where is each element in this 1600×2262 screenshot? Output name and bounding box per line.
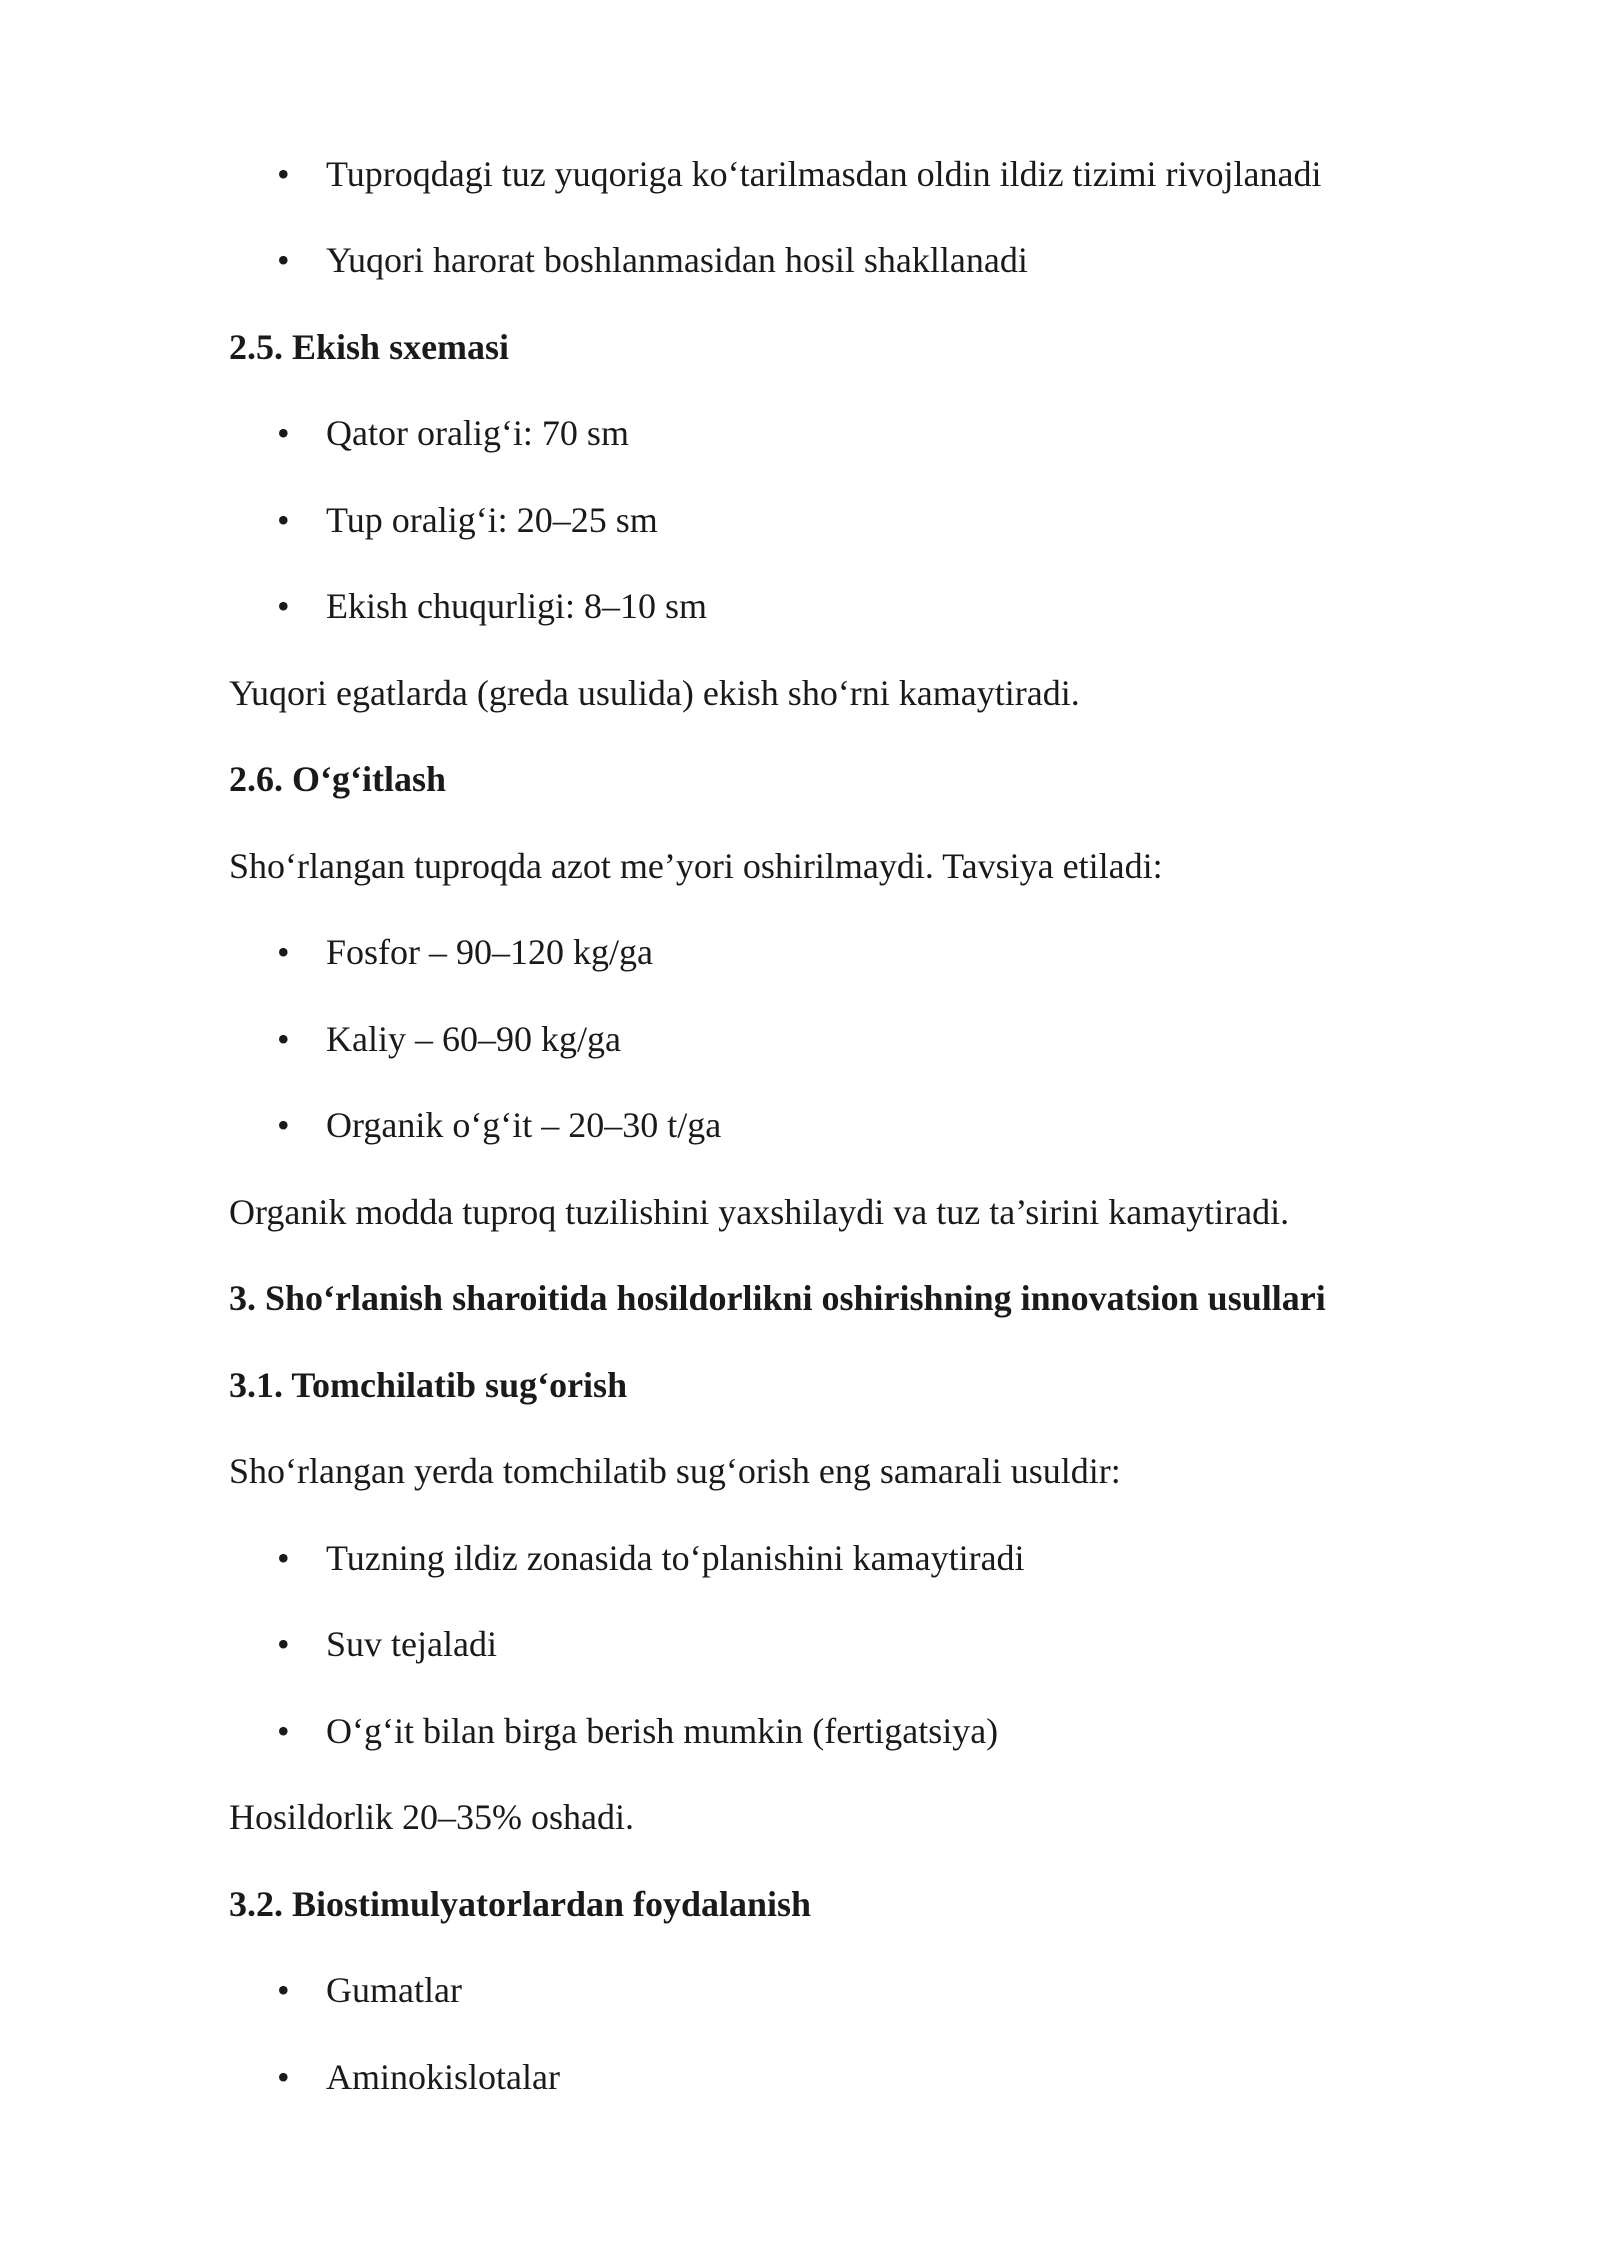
paragraph: Hosildorlik 20–35% oshadi. — [229, 1797, 634, 1837]
chapter-heading: 3. Sho‘rlanish sharoitida hosildorlikni oshirishning innovatsion usullari — [229, 1278, 1326, 1318]
paragraph: Organik modda tuproq tuzilishini yaxshilaydi va tuz ta’sirini kamaytiradi. — [229, 1192, 1290, 1232]
list-item-text: O‘g‘it bilan birga berish mumkin (fertigatsiya) — [326, 1711, 999, 1751]
bullet-icon: • — [277, 1970, 290, 2010]
bullet-icon: • — [277, 2057, 290, 2097]
bullet-icon: • — [277, 240, 290, 280]
paragraph: Sho‘rlangan yerda tomchilatib sug‘orish eng samarali usuldir: — [229, 1451, 1121, 1491]
paragraph: Sho‘rlangan tuproqda azot me’yori oshirilmaydi. Tavsiya etiladi: — [229, 846, 1163, 886]
section-heading: 2.6. O‘g‘itlash — [229, 759, 447, 799]
bullet-icon: • — [277, 413, 290, 453]
paragraph: Yuqori egatlarda (greda usulida) ekish sho‘rni kamaytiradi. — [229, 673, 1080, 713]
bullet-icon: • — [277, 1711, 290, 1751]
list-item-text: Ekish chuqurligi: 8–10 sm — [326, 586, 707, 626]
list-item-text: Aminokislotalar — [326, 2057, 560, 2097]
list-item-text: Tuproqdagi tuz yuqoriga ko‘tarilmasdan oldin ildiz tizimi rivojlanadi — [326, 154, 1322, 194]
section-heading: 3.1. Tomchilatib sug‘orish — [229, 1365, 628, 1405]
bullet-icon: • — [277, 154, 290, 194]
section-heading: 3.2. Biostimulyatorlardan foydalanish — [229, 1884, 812, 1924]
list-item-text: Tup oralig‘i: 20–25 sm — [326, 500, 658, 540]
bullet-icon: • — [277, 500, 290, 540]
list-item-text: Fosfor – 90–120 kg/ga — [326, 932, 653, 972]
list-item-text: Suv tejaladi — [326, 1624, 497, 1664]
list-item-text: Yuqori harorat boshlanmasidan hosil shakllanadi — [326, 240, 1028, 280]
bullet-icon: • — [277, 586, 290, 626]
list-item-text: Gumatlar — [326, 1970, 462, 2010]
list-item-text: Organik o‘g‘it – 20–30 t/ga — [326, 1105, 722, 1145]
list-item-text: Qator oralig‘i: 70 sm — [326, 413, 629, 453]
section-heading: 2.5. Ekish sxemasi — [229, 327, 510, 367]
bullet-icon: • — [277, 1105, 290, 1145]
bullet-icon: • — [277, 1624, 290, 1664]
bullet-icon: • — [277, 1019, 290, 1059]
list-item-text: Tuzning ildiz zonasida to‘planishini kamaytiradi — [326, 1538, 1025, 1578]
list-item-text: Kaliy – 60–90 kg/ga — [326, 1019, 621, 1059]
bullet-icon: • — [277, 1538, 290, 1578]
bullet-icon: • — [277, 932, 290, 972]
